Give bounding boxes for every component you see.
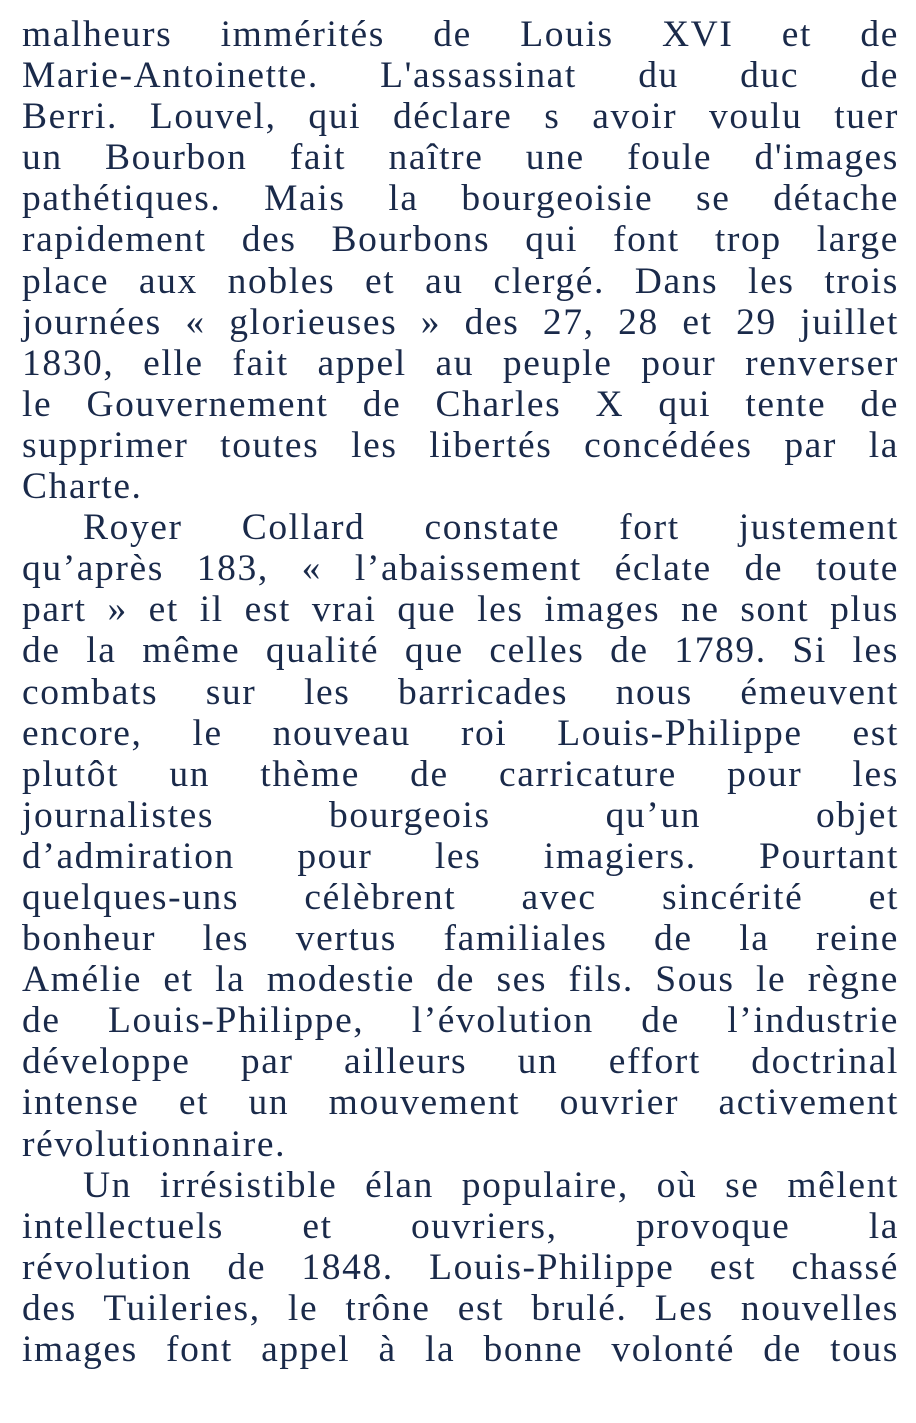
text-line: plutôt un thème de carricature pour les bbox=[22, 753, 899, 795]
text-line: journées « glorieuses » des 27, 28 et 29 juillet bbox=[22, 301, 899, 343]
page-body bbox=[22, 14, 899, 1370]
text-line: Amélie et la modestie de ses fils. Sous le règne bbox=[22, 959, 899, 1001]
text-line: rapidement des Bourbons qui font trop large bbox=[22, 219, 899, 261]
text-line: place aux nobles et au clergé. Dans les trois bbox=[22, 260, 899, 302]
text-line: développe par ailleurs un effort doctrinal bbox=[22, 1041, 899, 1083]
text-line: combats sur les barricades nous émeuvent bbox=[22, 671, 899, 713]
text-line: des Tuileries, le trône est brulé. Les nouvelles bbox=[22, 1287, 899, 1329]
text-line: intense et un mouvement ouvrier activement bbox=[22, 1082, 899, 1124]
text-line: 1830, elle fait appel au peuple pour renverser bbox=[22, 342, 899, 384]
text-line: révolutionnaire. bbox=[22, 1123, 287, 1165]
text-line: quelques-uns célèbrent avec sincérité et bbox=[22, 876, 899, 918]
text-line: de Louis-Philippe, l’évolution de l’industrie bbox=[22, 1000, 899, 1042]
text-line: journalistes bourgeois qu’un objet bbox=[22, 794, 899, 836]
text-line: de la même qualité que celles de 1789. Si les bbox=[22, 630, 899, 672]
text-line: Charte. bbox=[22, 466, 143, 508]
text-line: un Bourbon fait naître une foule d'images bbox=[22, 137, 899, 179]
text-line: pathétiques. Mais la bourgeoisie se détache bbox=[22, 178, 899, 220]
text-line: d’admiration pour les imagiers. Pourtant bbox=[22, 835, 899, 877]
text-line: malheurs immérités de Louis XVI et de bbox=[22, 14, 899, 55]
text-line: part » et il est vrai que les images ne sont plus bbox=[22, 589, 899, 631]
text-line: Royer Collard constate fort justement bbox=[83, 507, 899, 549]
paragraph-3 bbox=[22, 1165, 899, 1370]
text-line: révolution de 1848. Louis-Philippe est chassé bbox=[22, 1246, 899, 1288]
paragraph-1 bbox=[22, 14, 899, 507]
text-line: bonheur les vertus familiales de la reine bbox=[22, 918, 899, 960]
text-line: supprimer toutes les libertés concédées par la bbox=[22, 424, 899, 466]
text-line: qu’après 183, « l’abaissement éclate de toute bbox=[22, 548, 899, 590]
text-line: images font appel à la bonne volonté de tous bbox=[22, 1329, 899, 1370]
text-line: le Gouvernement de Charles X qui tente de bbox=[22, 383, 899, 425]
text-line: encore, le nouveau roi Louis-Philippe est bbox=[22, 712, 899, 754]
paragraph-2 bbox=[22, 507, 899, 1165]
text-line: intellectuels et ouvriers, provoque la bbox=[22, 1205, 899, 1247]
text-line: Marie-Antoinette. L'assassinat du duc de bbox=[22, 55, 899, 97]
text-line: Berri. Louvel, qui déclare s avoir voulu tuer bbox=[22, 96, 899, 138]
text-line: Un irrésistible élan populaire, où se mêlent bbox=[83, 1164, 899, 1206]
